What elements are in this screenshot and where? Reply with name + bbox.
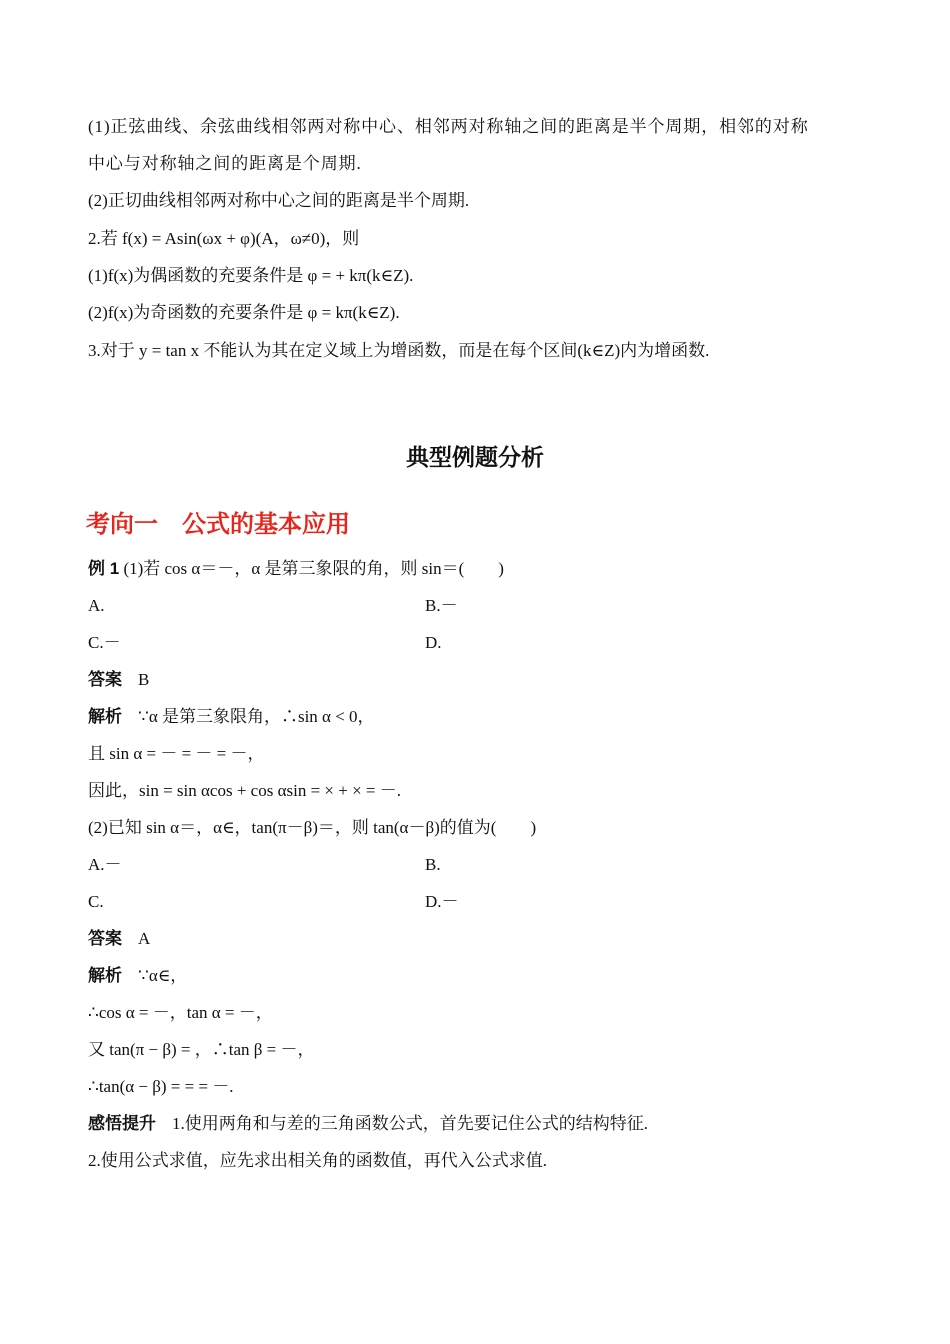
insight-text-1: 1.使用两角和与差的三角函数公式，首先要记住公式的结构特征. [172,1114,648,1133]
example-label: 例 1 [88,559,120,578]
q1-analysis-3: 因此，sin = sin αcos + cos αsin = × + × = －. [88,781,402,800]
subsection-title: 考向一 公式的基本应用 [86,511,350,538]
q2-answer [88,928,150,950]
q2-option-a: A.－ [88,855,122,874]
note-item-2: 2.若 f(x) = Asin(ωx + φ)(A，ω≠0)，则 [88,229,360,248]
analysis-text: ∵α∈， [138,966,188,985]
answer-label: 答案 [88,929,122,948]
example-1-q2-stem: (2)已知 sin α＝，α∈，tan(π－β)＝，则 tan(α－β)的值为( ) [88,818,537,837]
q2-analysis-4: ∴tan(α − β) = = = －. [88,1077,234,1096]
q2-analysis-1 [88,965,187,987]
q1-option-c: C.－ [88,633,121,652]
insight-line-2: 2.使用公式求值，应先求出相关角的函数值，再代入公式求值. [88,1151,547,1170]
note-item-3: 3.对于 y = tan x 不能认为其在定义域上为增函数，而是在每个区间(k∈Z)内为增函数. [88,341,710,360]
note-1-line-2: 中心与对称轴之间的距离是个周期. [88,154,362,173]
answer-value: A [138,929,151,948]
note-1-line-1: (1)正弦曲线、余弦曲线相邻两对称中心、相邻两对称轴之间的距离是半个周期，相邻的对称 [88,117,809,136]
answer-label: 答案 [88,670,122,689]
q2-option-d: D.－ [425,892,459,911]
insight-line-1 [88,1113,648,1135]
note-item-2-2: (2)f(x)为奇函数的充要条件是 φ = kπ(k∈Z). [88,303,400,322]
analysis-text: ∵α 是第三象限角，∴sin α < 0， [138,707,375,726]
analysis-label: 解析 [88,966,122,985]
answer-value: B [138,670,150,689]
q2-option-b: B. [425,855,441,874]
q1-analysis-1 [88,706,375,728]
q1-option-b: B.－ [425,596,458,615]
q1-option-d: D. [425,633,442,652]
q1-option-a: A. [88,596,105,615]
q2-analysis-3: 又 tan(π − β) = ，∴tan β = －， [88,1040,315,1059]
note-2: (2)正切曲线相邻两对称中心之间的距离是半个周期. [88,191,470,210]
note-item-2-1: (1)f(x)为偶函数的充要条件是 φ = + kπ(k∈Z). [88,266,414,285]
section-title: 典型例题分析 [406,444,544,470]
q1-answer [88,669,149,691]
analysis-label: 解析 [88,707,122,726]
q2-option-c: C. [88,892,104,911]
example-1-q1-stem [88,558,504,580]
q1-analysis-2: 且 sin α = － = － = －， [88,744,265,763]
q1-stem-text: (1)若 cos α＝－，α 是第三象限的角，则 sin＝( ) [123,559,504,578]
q2-analysis-2: ∴cos α = －，tan α = －， [88,1003,273,1022]
insight-label: 感悟提升 [88,1114,156,1133]
